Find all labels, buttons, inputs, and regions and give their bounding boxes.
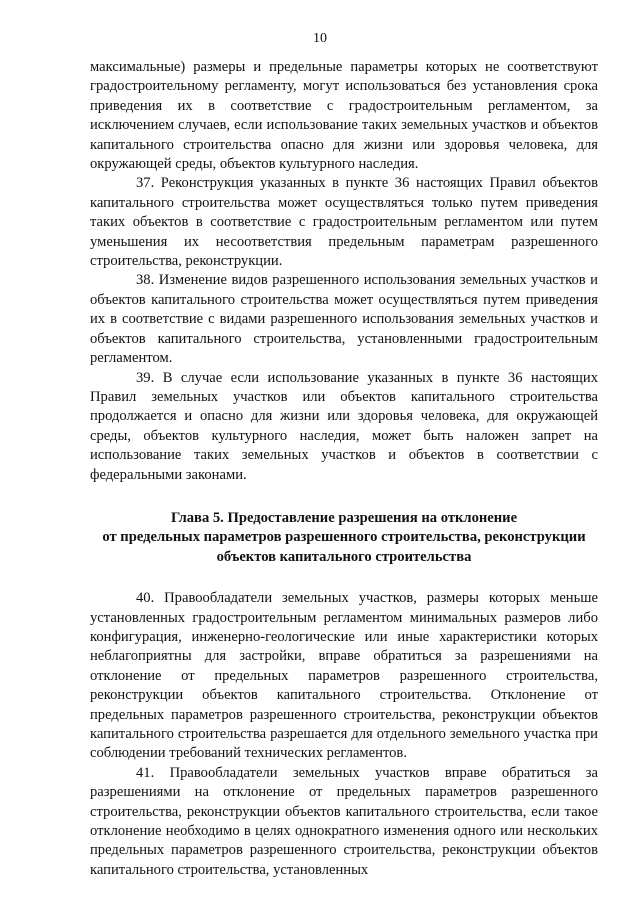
chapter-heading-line-3: объектов капитального строительства	[216, 548, 472, 565]
document-body	[90, 58, 598, 880]
paragraph-41: 41. Правообладатели земельных участков вправе обратиться за разрешениями на отклонение от предельных параметров разрешенного строительства, реконструкции объектов капитального строительства, если такое отклонение необходимо в целях однократного изменения одного или нескольких предельных параметров разрешенного строительства, реконструкции объектов капитального строительства, установленных	[90, 764, 598, 878]
paragraph-39: 39. В случае если использование указанных в пункте 36 настоящих Правил земельных участков или объектов капитального строительства продолжается и опасно для жизни или здоровья человека, для окружающей среды, объектов культурного наследия, может быть наложен запрет на использование таких земельных участков и объектов в соответствии с федеральными законами.	[90, 369, 598, 483]
paragraph-37: 37. Реконструкция указанных в пункте 36 настоящих Правил объектов капитального строительства может осуществляться только путем приведения таких объектов в соответствие с градостроительным регламентом или путем уменьшения их несоответствия предельным параметрам разрешенного строительства, реконструкции.	[90, 175, 598, 270]
page-number: 10	[313, 31, 327, 46]
chapter-heading-line-1: Глава 5. Предоставление разрешения на отклонение	[170, 509, 518, 526]
paragraph-38: 38. Изменение видов разрешенного использования земельных участков и объектов капитального строительства может осуществляться путем приведения их в соответствие с видами разрешенного использования земельных участков и объектов капитального строительства, установленными градостроительным регламентом.	[90, 272, 598, 367]
chapter-heading-line-2: от предельных параметров разрешенного строительства, реконструкции	[102, 529, 586, 546]
paragraph-continuation: максимальные) размеры и предельные параметры которых не соответствуют градостроительному регламенту, могут использоваться без установления срока приведения их в соответствие с градостроительным регламентом, за исключением случаев, если использование таких земельных участков и объектов капитального строительства опасно для жизни или здоровья человека, для окружающей среды, объектов культурного наследия.	[90, 59, 598, 173]
chapter-heading	[90, 509, 598, 567]
paragraph-40: 40. Правообладатели земельных участков, размеры которых меньше установленных градостроительным регламентом минимальных размеров либо конфигурация, инженерно-геологические или иные характеристики которых неблагоприятны для застройки, вправе обратиться за разрешениями на отклонение от предельных параметров разрешенного строительства, реконструкции объектов капитального строительства. Отклонение от предельных параметров разрешенного строительства, реконструкции объектов капитального строительства разрешается для отдельного земельного участка при соблюдении требований технических регламентов.	[90, 590, 598, 762]
